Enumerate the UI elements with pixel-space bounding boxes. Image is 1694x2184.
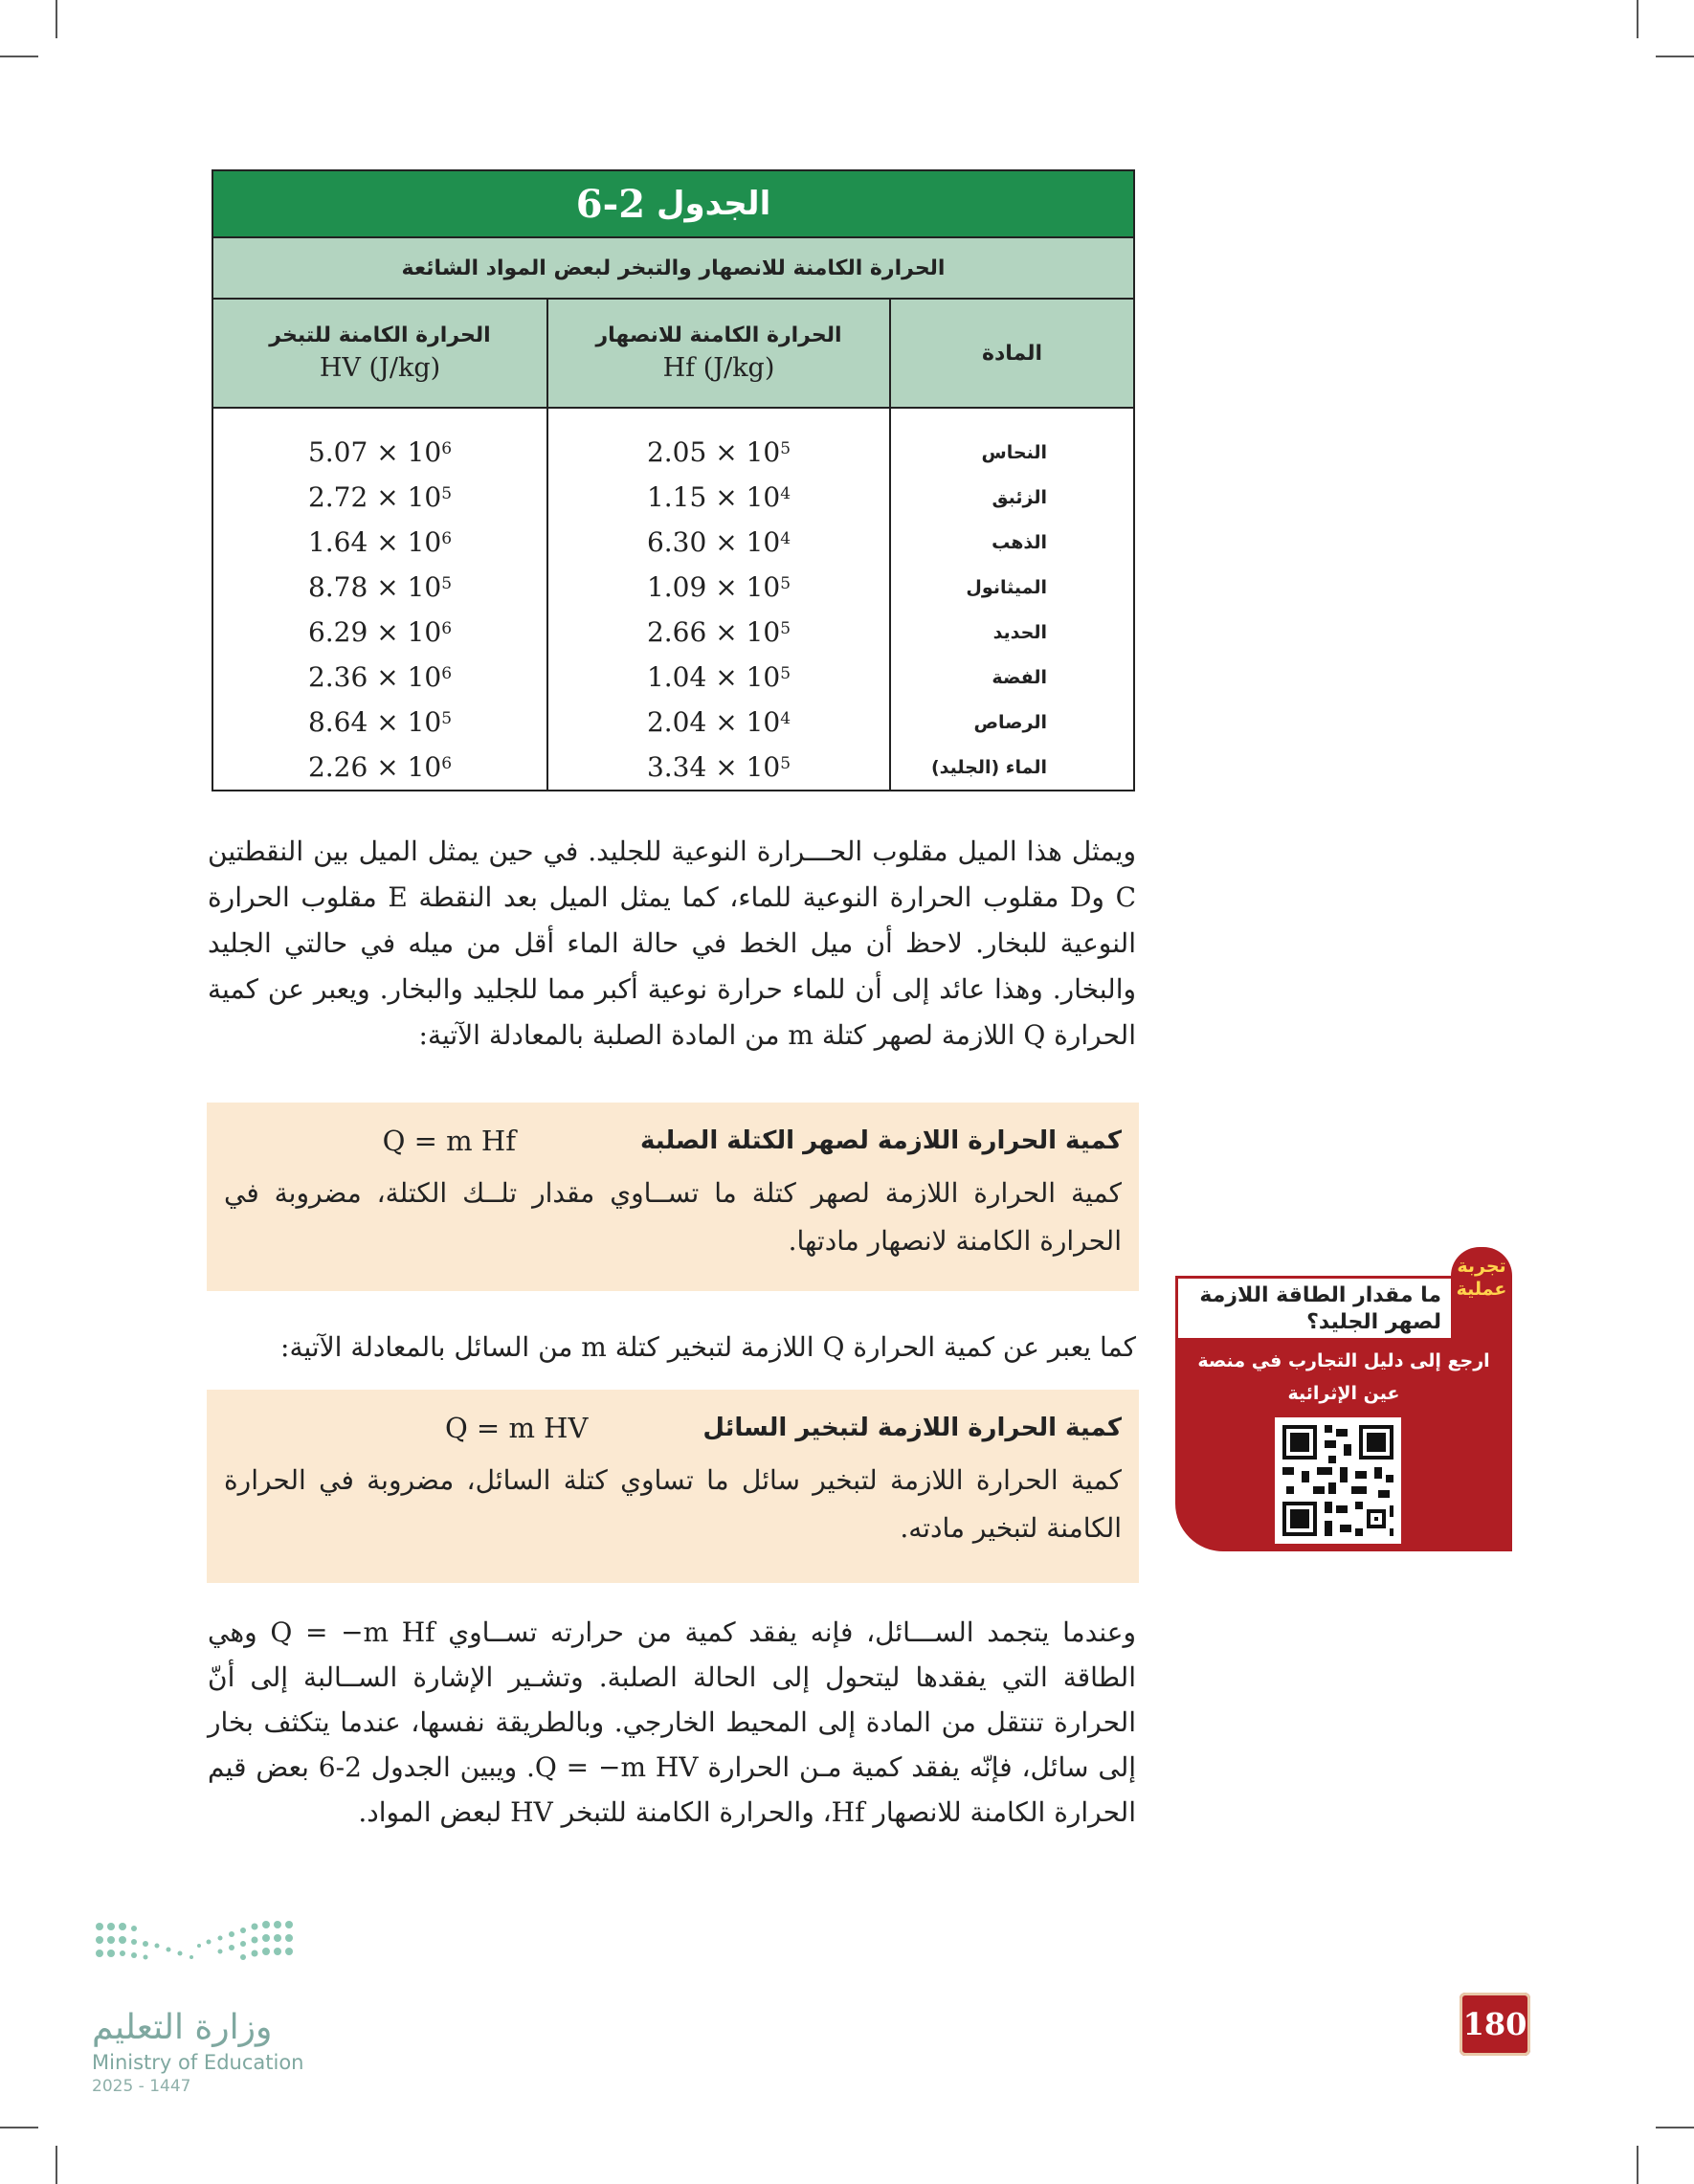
value-exponent: 4 xyxy=(780,483,791,503)
value-mantissa: 6.30 × 10 xyxy=(646,526,781,558)
header-material xyxy=(889,300,1133,407)
header-material-label: المادة xyxy=(981,341,1043,366)
crop-mark xyxy=(56,2146,57,2184)
table-cell-hf xyxy=(548,610,889,655)
table-cell-hv xyxy=(213,655,546,700)
equation-box-text: كمية الحرارة اللازمة لصهر كتلة ما تســاوي مقدار تلــك الكتلة، مضروبة في الحرارة الكامنة لانصهار مادتها. xyxy=(224,1177,1122,1257)
material-name: الرصاص xyxy=(973,711,1047,733)
value-exponent: 5 xyxy=(441,573,453,593)
header-vapor-label: الحرارة الكامنة للتبخر xyxy=(269,323,491,347)
value-mantissa: 1.04 × 10 xyxy=(646,661,781,693)
value-exponent: 5 xyxy=(780,573,791,593)
latent-heat-table xyxy=(212,169,1135,791)
ministry-name-arabic: وزارة التعليم xyxy=(92,2008,273,2047)
qr-code-graphic xyxy=(1275,1417,1401,1544)
table-cell-hf xyxy=(548,745,889,790)
value-exponent: 5 xyxy=(780,753,791,773)
header-fusion-unit: Hf (J/kg) xyxy=(662,353,775,383)
material-name: الذهب xyxy=(992,531,1047,553)
experiment-panel xyxy=(1175,1341,1512,1551)
material-name: الفضة xyxy=(992,666,1047,688)
table-cell-hv xyxy=(213,475,546,520)
value-mantissa: 2.04 × 10 xyxy=(646,706,781,738)
value-exponent: 5 xyxy=(780,663,791,683)
equation-box-header xyxy=(224,1112,1122,1170)
table-header-row xyxy=(213,300,1133,409)
table-cell-hv xyxy=(213,610,546,655)
table-cell-hv xyxy=(213,430,546,475)
fusion-column xyxy=(546,409,889,790)
value-mantissa: 1.15 × 10 xyxy=(646,481,781,513)
ministry-year: 2025 - 1447 xyxy=(92,2077,191,2096)
table-row-material xyxy=(891,475,1133,520)
value-mantissa: 1.64 × 10 xyxy=(307,526,442,558)
header-vapor-unit: HV (J/kg) xyxy=(319,353,441,383)
table-row-material xyxy=(891,430,1133,475)
experiment-badge: تجربة عملية xyxy=(1451,1247,1512,1341)
experiment-question: ما مقدار الطاقة اللازمة لصهر الجليد؟ xyxy=(1175,1276,1451,1341)
table-row-material xyxy=(891,610,1133,655)
value-mantissa: 1.09 × 10 xyxy=(646,571,781,603)
crop-mark xyxy=(1656,56,1694,57)
table-cell-hv xyxy=(213,700,546,745)
equation-box-fusion xyxy=(207,1103,1139,1291)
table-cell-hv xyxy=(213,565,546,610)
material-name: الماء (الجليد) xyxy=(930,756,1047,778)
crop-mark xyxy=(1637,0,1638,38)
value-mantissa: 6.29 × 10 xyxy=(307,616,442,648)
value-mantissa: 3.34 × 10 xyxy=(646,751,781,783)
equation-box-header xyxy=(224,1399,1122,1457)
paragraph-vaporization-intro: كما يعبر عن كمية الحرارة Q اللازمة لتبخير كتلة m من السائل بالمعادلة الآتية: xyxy=(280,1331,1136,1363)
table-cell-hv xyxy=(213,520,546,565)
equation-box-title: كمية الحرارة اللازمة لتبخير السائل xyxy=(702,1414,1122,1442)
table-row-material xyxy=(891,745,1133,790)
value-mantissa: 2.05 × 10 xyxy=(646,436,781,468)
material-name: الميثانول xyxy=(966,576,1047,598)
crop-mark xyxy=(0,2127,38,2128)
material-name: النحاس xyxy=(981,441,1047,463)
crop-mark xyxy=(0,56,38,57)
value-exponent: 4 xyxy=(780,708,791,728)
table-number: 6-2 xyxy=(575,181,646,227)
table-cell-hf xyxy=(548,700,889,745)
crop-mark xyxy=(1656,2127,1694,2128)
header-fusion-label: الحرارة الكامنة للانصهار xyxy=(595,323,842,347)
value-exponent: 5 xyxy=(780,618,791,638)
value-exponent: 6 xyxy=(441,618,453,638)
crop-mark xyxy=(1637,2146,1638,2184)
value-mantissa: 2.72 × 10 xyxy=(307,481,442,513)
equation-vaporization: Q = m HV xyxy=(444,1412,589,1444)
qr-code-icon[interactable] xyxy=(1275,1417,1401,1544)
table-cell-hf xyxy=(548,565,889,610)
value-mantissa: 2.26 × 10 xyxy=(307,751,442,783)
value-mantissa: 2.36 × 10 xyxy=(307,661,442,693)
value-exponent: 6 xyxy=(441,753,453,773)
lab-experiment-callout xyxy=(1175,1247,1512,1551)
table-row-material xyxy=(891,565,1133,610)
equation-fusion: Q = m Hf xyxy=(382,1125,516,1157)
ministry-name-english: Ministry of Education xyxy=(92,2051,304,2074)
material-name: الزئبق xyxy=(992,486,1047,508)
equation-box-text: كمية الحرارة اللازمة لتبخير سائل ما تساوي كتلة السائل، مضروبة في الحرارة الكامنة لتبخير مادته. xyxy=(224,1464,1122,1544)
value-mantissa: 8.64 × 10 xyxy=(307,706,442,738)
crop-mark xyxy=(56,0,57,38)
table-subtitle: الحرارة الكامنة للانصهار والتبخر لبعض المواد الشائعة xyxy=(213,238,1133,300)
vapor-column xyxy=(213,409,546,790)
paragraph-freezing: وعندما يتجمد الســـائل، فإنه يفقد كمية من حرارته تســاوي Q = −m Hf وهي الطاقة التي يفقدها ليتحول إلى الحالة الصلبة. وتشـير الإشارة الســالبة إلى أنّ الحرارة تنتقل من المادة إلى المحيط الخارجي. وبالطريقة نفسها، عندما يتكثف بخار إلى سائل، فإنّه يفقد كمية مـن الحرارة Q = −m HV. ويبين الجدول 2-6 بعض قيم الحرارة الكامنة للانصهار Hf، والحرارة الكامنة للتبخر HV لبعض المواد. xyxy=(208,1616,1137,1828)
ministry-logo-dots-icon xyxy=(92,1917,302,2003)
table-body xyxy=(213,409,1133,790)
table-row-material xyxy=(891,520,1133,565)
experiment-instruction: ارجع إلى دليل التجارب في منصة عين الإثرائية xyxy=(1197,1350,1490,1404)
table-title xyxy=(213,171,1133,238)
value-exponent: 5 xyxy=(441,708,453,728)
header-fusion xyxy=(546,300,889,407)
table-cell-hv xyxy=(213,745,546,790)
table-cell-hf xyxy=(548,520,889,565)
value-exponent: 6 xyxy=(441,528,453,548)
value-mantissa: 5.07 × 10 xyxy=(307,436,442,468)
value-mantissa: 8.78 × 10 xyxy=(307,571,442,603)
equation-box-title: كمية الحرارة اللازمة لصهر الكتلة الصلبة xyxy=(639,1126,1122,1155)
table-row-material xyxy=(891,655,1133,700)
table-title-label: الجدول xyxy=(657,185,771,223)
equation-box-vaporization xyxy=(207,1390,1139,1583)
value-exponent: 5 xyxy=(780,438,791,458)
header-vaporization xyxy=(213,300,546,407)
value-exponent: 4 xyxy=(780,528,791,548)
table-row-material xyxy=(891,700,1133,745)
table-cell-hf xyxy=(548,430,889,475)
table-cell-hf xyxy=(548,655,889,700)
value-exponent: 6 xyxy=(441,663,453,683)
value-exponent: 6 xyxy=(441,438,453,458)
material-column xyxy=(889,409,1133,790)
value-mantissa: 2.66 × 10 xyxy=(646,616,781,648)
paragraph-slope: ويمثل هذا الميل مقلوب الحـــرارة النوعية للجليد. في حين يمثل الميل بين النقطتين C وD مقلوب الحرارة النوعية للماء، كما يمثل الميل بعد النقطة E مقلوب الحرارة النوعية للبخار. لاحظ أن ميل الخط في حالة الماء أقل من ميله في حالتي الجليد والبخار. وهذا عائد إلى أن للماء حرارة نوعية أكبر مما للجليد والبخار. ويعبر عن كمية الحرارة Q اللازمة لصهر كتلة m من المادة الصلبة بالمعادلة الآتية: xyxy=(208,836,1137,1051)
value-exponent: 5 xyxy=(441,483,453,503)
table-cell-hf xyxy=(548,475,889,520)
material-name: الحديد xyxy=(992,621,1047,643)
page-number: 180 xyxy=(1460,1993,1530,2056)
